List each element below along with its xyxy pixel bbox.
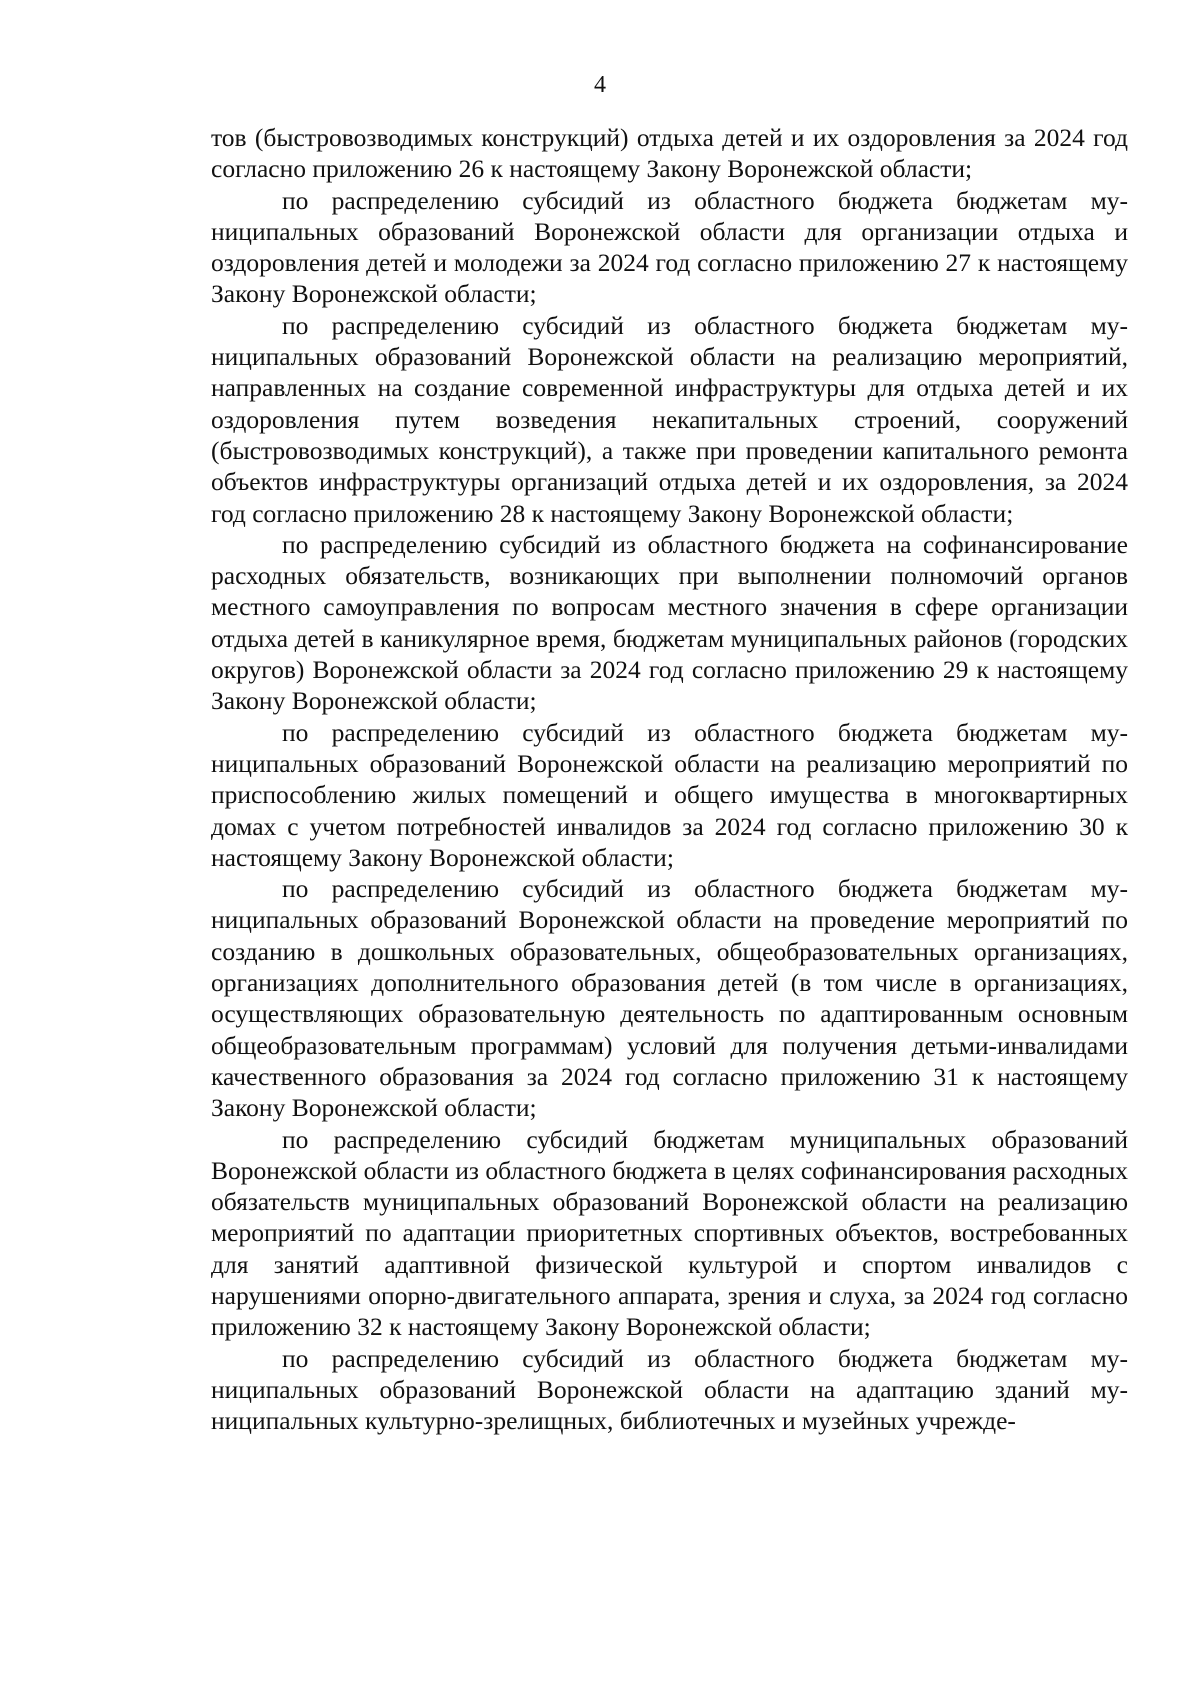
document-body — [211, 122, 1128, 1436]
paragraph-appendix-31: по распределению субсидий из областного бюджета бюджетам муниципальных образований Воронежской области на проведение мероприятий по созданию в дошкольных образовательных, общеобразовательных организациях, организациях дополнительного образования детей (в том числе в организациях, осуществляющих образовательную деятельность по адаптированным основным общеобразовательным программам) условий для получения детьми-инвалидами качественного образования за 2024 год согласно приложению 31 к настоящему Закону Воронежской области; — [211, 874, 1128, 1123]
paragraph-appendix-32: по распределению субсидий бюджетам муниципальных образований Воронежской области из областного бюджета в целях софинансирования расходных обязательств муниципальных образований Воронежской области на реализацию мероприятий по адаптации приоритетных спортивных объектов, востребованных для занятий адаптивной физической культурой и спортом инвалидов с нарушениями опорно-двигательного аппарата, зрения и слуха, за 2024 год согласно приложению 32 к настоящему Закону Воронежской области; — [211, 1124, 1128, 1342]
paragraph-cultural-institutions: по распределению субсидий из областного бюджета бюджетам муниципальных образований Воронежской области на адаптацию зданий муниципальных культурно-зрелищных, библиотечных и музейных учрежде- — [211, 1343, 1128, 1436]
paragraph-appendix-27: по распределению субсидий из областного бюджета бюджетам муниципальных образований Воронежской области для организации отдыха и оздоровления детей и молодежи за 2024 год согласно приложению 27 к настоящему Закону Воронежской области; — [211, 185, 1128, 309]
paragraph-continuation: тов (быстровозводимых конструкций) отдыха детей и их оздоровления за 2024 год согласно приложению 26 к настоящему Закону Воронежской области; — [211, 123, 1128, 184]
paragraph-appendix-30: по распределению субсидий из областного бюджета бюджетам муниципальных образований Воронежской области на реализацию мероприятий по приспособлению жилых помещений и общего имущества в многоквартирных домах с учетом потребностей инвалидов за 2024 год согласно приложению 30 к настоящему Закону Воронежской области; — [211, 717, 1128, 872]
paragraph-appendix-28: по распределению субсидий из областного бюджета бюджетам муниципальных образований Воронежской области на реализацию мероприятий, направленных на создание современной инфраструктуры для отдыха детей и их оздоровления путем возведения некапитальных строений, сооружений (быстровозводимых конструкций), а также при проведении капитального ремонта объектов инфраструктуры организаций отдыха детей и их оздоровления, за 2024 год согласно приложению 28 к настоящему Закону Воронежской области; — [211, 310, 1128, 528]
page-number: 4 — [594, 72, 606, 98]
paragraph-appendix-29: по распределению субсидий из областного бюджета на софинансирование расходных обязательств, возникающих при выполнении полномочий органов местного самоуправления по вопросам местного значения в сфере организации отдыха детей в каникулярное время, бюджетам муниципальных районов (городских округов) Воронежской области за 2024 год согласно приложению 29 к настоящему Закону Воронежской области; — [211, 529, 1128, 716]
